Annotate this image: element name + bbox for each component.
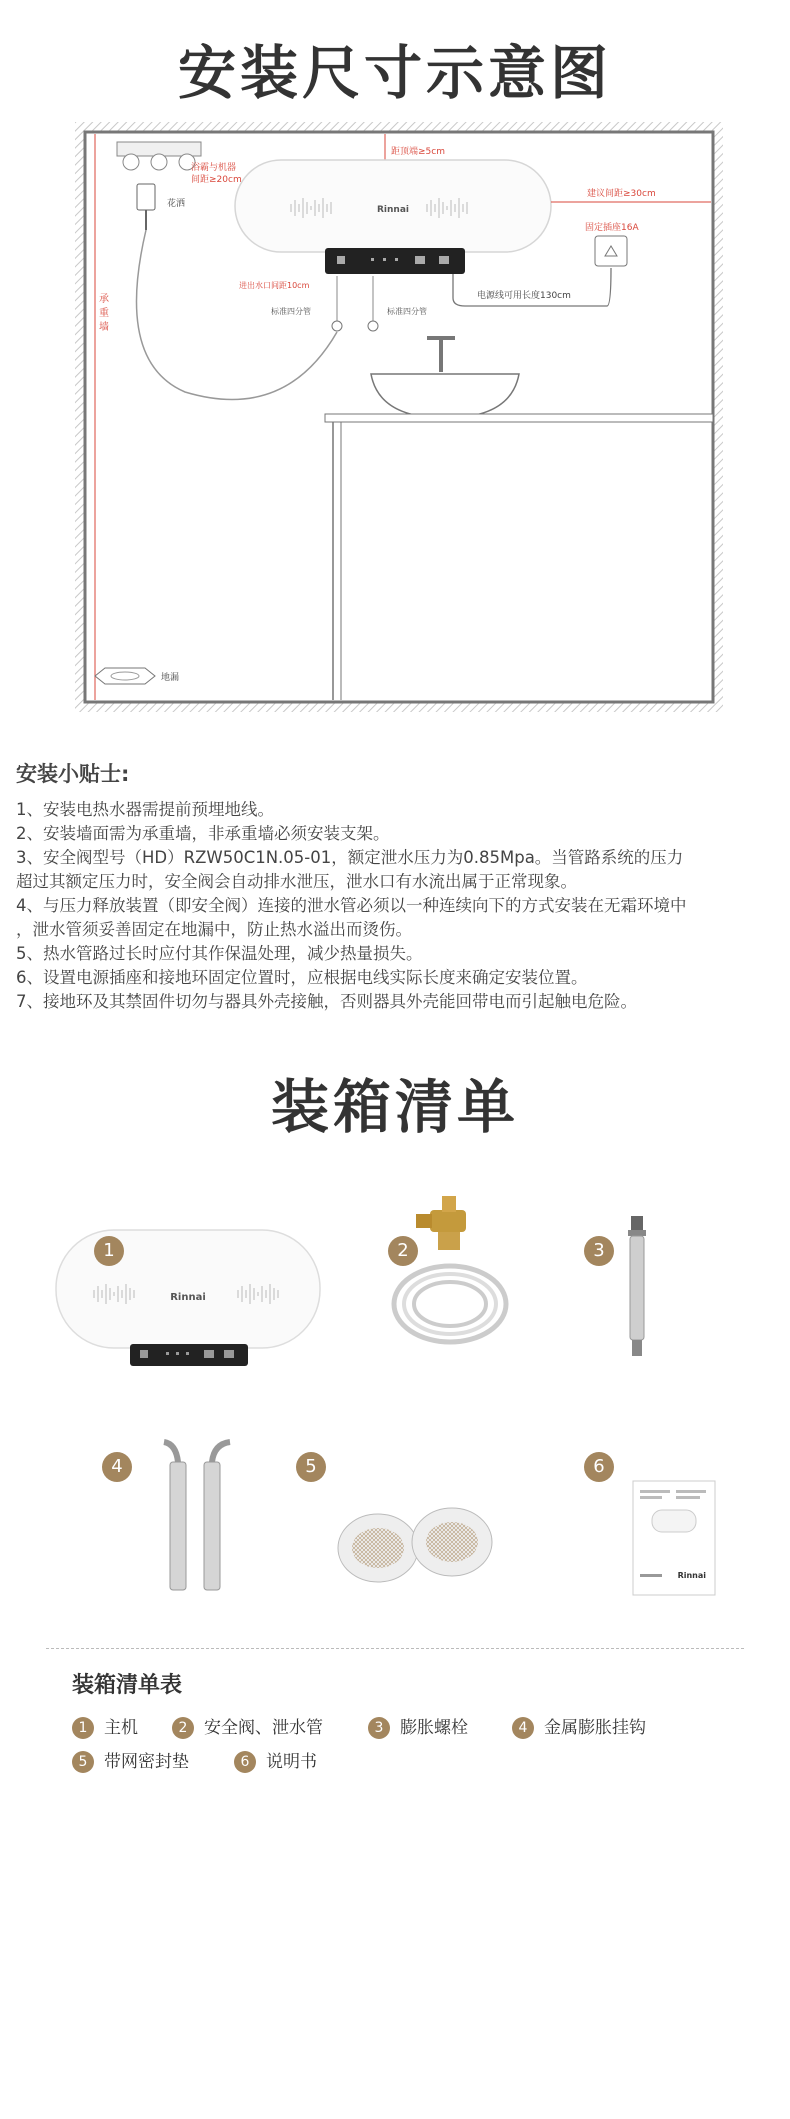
item-badge-2: 2 [388, 1236, 418, 1266]
valve-left-label: 标准四分管 [271, 307, 311, 316]
item-badge-3: 3 [584, 1236, 614, 1266]
dashed-divider [46, 1648, 744, 1649]
legend-item [72, 1750, 189, 1774]
tip-line: 超过其额定压力时，安全阀会自动排水泄压，泄水口有水流出属于正常现象。 [16, 872, 577, 891]
legend-label: 说明书 [266, 1752, 317, 1772]
wall-label-1: 承 [99, 294, 109, 305]
tip-line: 6、设置电源插座和接地环固定位置时，应根据电线实际长度来确定安装位置。 [16, 968, 588, 987]
floor-drain-icon [95, 668, 155, 684]
legend-item [72, 1716, 138, 1740]
legend-badge: 3 [368, 1717, 390, 1739]
wall-label-2: 重 [99, 308, 109, 319]
legend-title: 装箱清单表 [72, 1673, 183, 1698]
legend-item [368, 1716, 468, 1740]
legend-item [234, 1750, 317, 1774]
legend-label: 主机 [104, 1718, 138, 1738]
item-badge-6: 6 [584, 1452, 614, 1482]
heater-brand: Rinnai [170, 1292, 206, 1303]
legend-item [512, 1716, 646, 1740]
pipe-gap-label: 进出水口间距10cm [239, 281, 310, 290]
tip-line: 5、热水管路过长时应付其作保温处理，减少热量损失。 [16, 944, 423, 963]
item-4-metal-hooks-image [152, 1436, 242, 1596]
heater-brand: Rinnai [377, 205, 409, 215]
wall-label-3: 墙 [99, 322, 109, 333]
valve-right-label: 标准四分管 [387, 307, 427, 316]
tips-list [16, 798, 776, 1014]
item-badge-1: 1 [94, 1236, 124, 1266]
item-2-valve-hose-image [386, 1196, 516, 1356]
item-badge-5: 5 [296, 1452, 326, 1482]
cable-length-label: 电源线可用长度130cm [477, 291, 571, 301]
item-6-manual-image [632, 1480, 716, 1596]
item-badge-4: 4 [102, 1452, 132, 1482]
ceiling-gap-label: 距顶端≥5cm [391, 147, 445, 157]
install-title: 安装尺寸示意图 [177, 39, 612, 107]
bath-heater-icon [117, 142, 201, 170]
tip-line: 1、安装电热水器需提前预埋地线。 [16, 800, 274, 819]
side-gap-label: 建议间距≥30cm [587, 189, 656, 199]
item-3-expansion-bolt-image [622, 1216, 652, 1360]
tip-line: 3、安全阀型号（HD）RZW50C1N.05-01，额定泄水压力为0.85Mpa。当管路系统的压力 [16, 848, 684, 867]
installation-diagram [75, 122, 723, 712]
legend-label: 膨胀螺栓 [400, 1718, 468, 1738]
legend-badge: 5 [72, 1751, 94, 1773]
tip-line: ，泄水管须妥善固定在地漏中，防止热水溢出而烫伤。 [16, 920, 412, 939]
shower-label: 花洒 [167, 199, 186, 209]
legend-label: 带网密封垫 [104, 1752, 189, 1772]
legend-item [172, 1716, 323, 1740]
legend-badge: 1 [72, 1717, 94, 1739]
floor-drain-label: 地漏 [161, 673, 180, 683]
item-5-mesh-gaskets-image [336, 1502, 496, 1586]
tips-title: 安装小贴士: [16, 762, 130, 786]
legend-label: 安全阀、泄水管 [204, 1718, 323, 1738]
legend-badge: 6 [234, 1751, 256, 1773]
tip-line: 7、接地环及其禁固件切勿与器具外壳接触，否则器具外壳能回带电而引起触电危险。 [16, 992, 637, 1011]
bath-heater-label-2: 间距≥20cm [191, 175, 242, 185]
legend-badge: 4 [512, 1717, 534, 1739]
bath-heater-label-1: 浴霸与机器 [191, 163, 237, 173]
legend-badge: 2 [172, 1717, 194, 1739]
socket-label: 固定插座16A [585, 223, 639, 233]
manual-brand: Rinnai [677, 1571, 706, 1580]
legend-label: 金属膨胀挂钩 [544, 1718, 646, 1738]
tip-line: 4、与压力释放装置（即安全阀）连接的泄水管必须以一种连续向下的方式安装在无霜环境中 [16, 896, 687, 915]
socket-icon [595, 236, 627, 266]
packing-title: 装箱清单 [270, 1073, 519, 1141]
tip-line: 2、安装墙面需为承重墙，非承重墙必须安装支架。 [16, 824, 390, 843]
